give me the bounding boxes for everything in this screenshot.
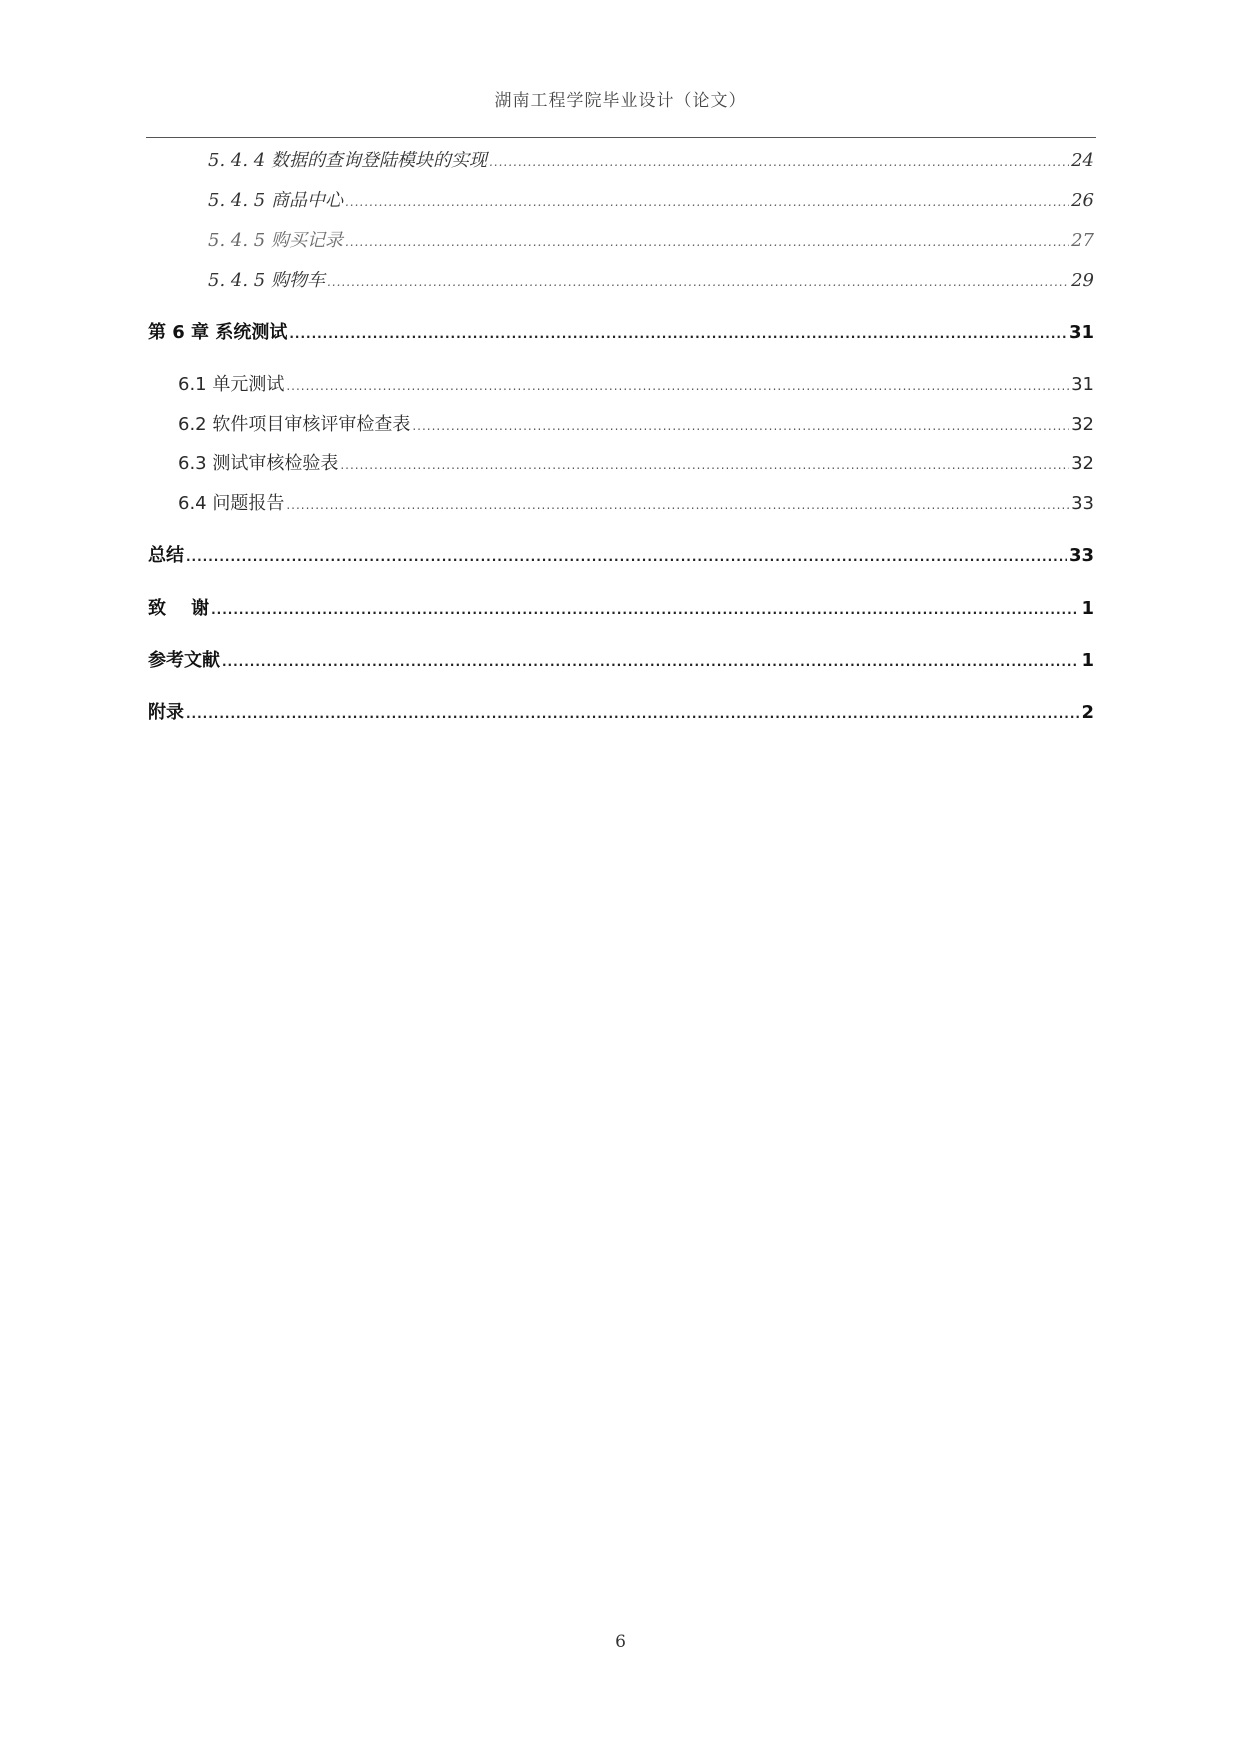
- toc-chapter-entry[interactable]: [148, 541, 1094, 567]
- toc-entry-label: 5. 4. 5 商品中心: [208, 190, 343, 211]
- toc-entry[interactable]: [208, 146, 1094, 172]
- toc-entry-page: 24: [1071, 150, 1094, 171]
- toc-entry[interactable]: [208, 186, 1094, 212]
- toc-dot-leader: [489, 155, 1069, 169]
- toc-dot-leader: [345, 195, 1069, 209]
- toc-dot-leader: [286, 379, 1069, 393]
- toc-section-entry[interactable]: [178, 449, 1094, 475]
- toc-dot-leader: [327, 275, 1069, 289]
- toc-entry-page: 1: [1081, 650, 1094, 671]
- toc-entry-label: 第 6 章 系统测试: [148, 322, 288, 343]
- toc-entry-label: 参考文献: [148, 650, 220, 671]
- toc-dot-leader: [211, 603, 1079, 617]
- toc-entry-label: 5. 4. 4 数据的查询登陆模块的实现: [208, 150, 487, 171]
- toc-chapter-entry[interactable]: [148, 594, 1094, 620]
- toc-entry-label: 总结: [148, 545, 184, 566]
- toc-entry-page: 26: [1071, 190, 1094, 211]
- toc-entry-page: 33: [1071, 493, 1094, 514]
- toc-dot-leader: [186, 550, 1067, 564]
- toc-entry-label: 6.1 单元测试: [178, 374, 285, 395]
- toc-entry-label: 6.4 问题报告: [178, 493, 285, 514]
- toc-entry-page: 32: [1071, 453, 1094, 474]
- toc-entry-label: 6.3 测试审核检验表: [178, 453, 339, 474]
- toc-entry-page: 31: [1068, 322, 1094, 343]
- toc-entry-page: 31: [1071, 374, 1094, 395]
- toc-entry-label: 5. 4. 5 购买记录: [208, 230, 343, 251]
- toc-entry-page: 32: [1071, 414, 1094, 435]
- toc-entry-page: 1: [1081, 598, 1094, 619]
- toc-entry-page: 2: [1081, 702, 1094, 723]
- toc-section-entry[interactable]: [178, 489, 1094, 515]
- toc-entry-label: 致 谢: [148, 598, 210, 619]
- toc-entry[interactable]: [208, 226, 1094, 252]
- page-header-title: 湖南工程学院毕业设计（论文）: [494, 91, 747, 111]
- toc-dot-leader: [345, 235, 1069, 249]
- toc-entry-label: 附录: [148, 702, 184, 723]
- toc-entry-page: 33: [1068, 545, 1094, 566]
- toc-dot-leader: [222, 655, 1079, 669]
- toc-dot-leader: [289, 327, 1067, 341]
- page-number: 6: [615, 1632, 626, 1652]
- toc-dot-leader: [412, 419, 1069, 433]
- toc-dot-leader: [186, 707, 1079, 721]
- toc-section-entry[interactable]: [178, 410, 1094, 436]
- toc-dot-leader: [286, 498, 1069, 512]
- toc-chapter-entry[interactable]: [148, 318, 1094, 344]
- toc-section-entry[interactable]: [178, 370, 1094, 396]
- toc-entry-page: 29: [1071, 270, 1094, 291]
- toc-entry-label: 6.2 软件项目审核评审检查表: [178, 414, 411, 435]
- toc-chapter-entry[interactable]: [148, 698, 1094, 724]
- toc-entry-label: 5. 4. 5 购物车: [208, 270, 325, 291]
- toc-dot-leader: [340, 458, 1069, 472]
- toc-chapter-entry[interactable]: [148, 646, 1094, 672]
- toc-entry-page: 27: [1071, 230, 1094, 251]
- toc-entry[interactable]: [208, 266, 1094, 292]
